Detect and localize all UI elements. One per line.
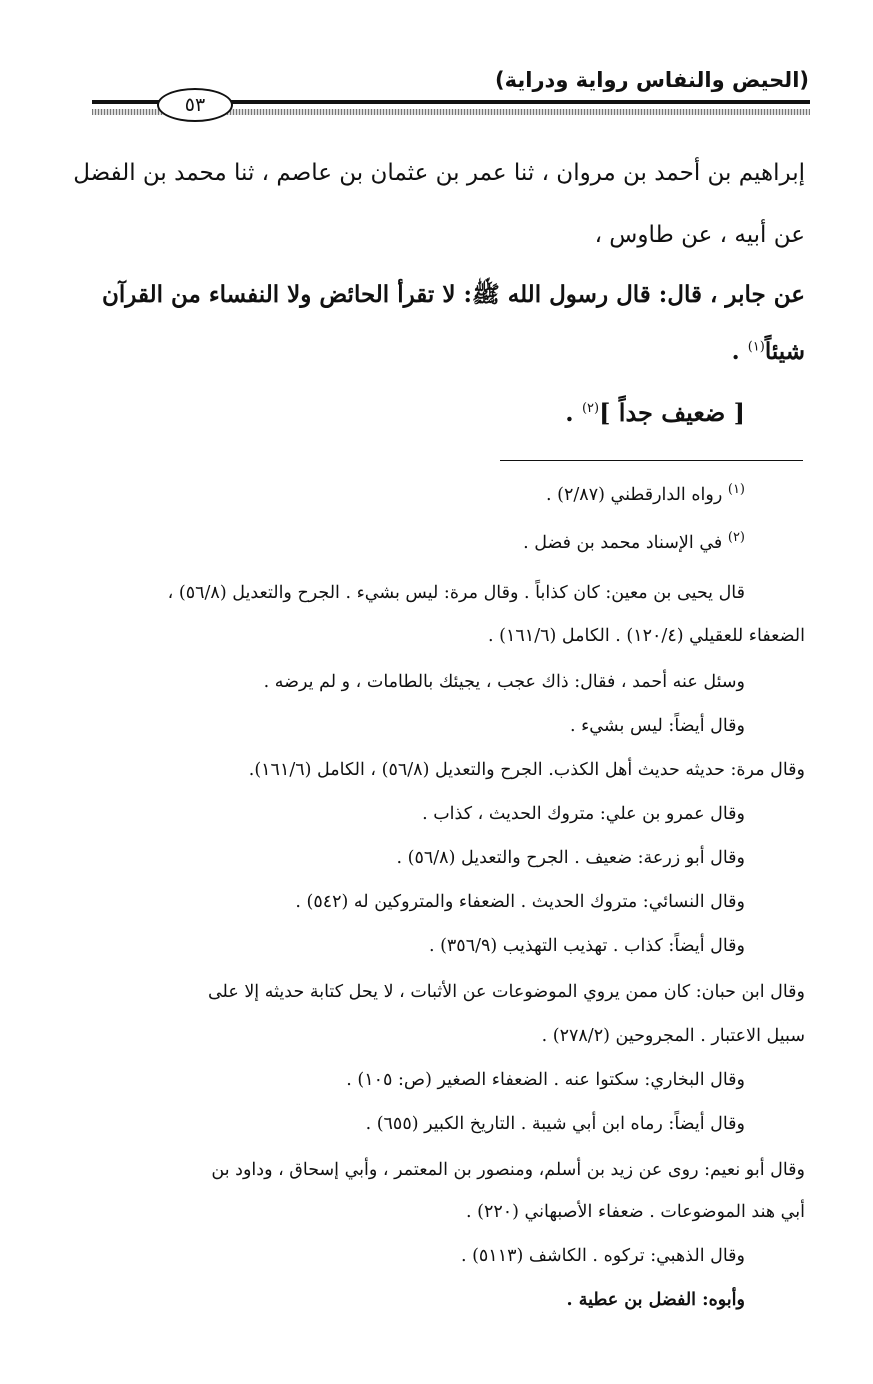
hadith-line-end (732, 338, 805, 365)
footnote-line: وقال ابن حبان: كان ممن يروي الموضوعات عن الأثبات ، لا يحل كتابة حديثه إلا على (207, 982, 805, 1002)
footnote-2-text: في الإسناد محمد بن فضل . (523, 532, 723, 553)
footnote-line-bold: وأبوه: الفضل بن عطية . (566, 1290, 745, 1310)
footnote-1-text: رواه الدارقطني (٢/٨٧) . (546, 484, 723, 505)
footnote-separator (500, 460, 803, 461)
main-line-2: عن أبيه ، عن طاوس ، (594, 222, 805, 248)
footnote-line: وقال النسائي: متروك الحديث . الضعفاء والمتروكين له (٥٤٢) . (295, 892, 745, 912)
footnote-ref-1: (١) (747, 339, 765, 355)
verdict-text: [ ضعيف جداً ] (599, 398, 745, 427)
footnote-line: وقال أيضاً: كذاب . تهذيب التهذيب (٣٥٦/٩) . (428, 936, 745, 956)
footnote-ref-2: (٢) (581, 401, 600, 416)
footnote-line: وقال عمرو بن علي: متروك الحديث ، كذاب . (422, 804, 745, 824)
footnote-line: وقال أيضاً: ليس بشيء . (569, 716, 745, 736)
footnote-line: وقال الذهبي: تركوه . الكاشف (٥١١٣) . (460, 1246, 745, 1266)
footnote-line: سبيل الاعتبار . المجروحين (٢٧٨/٢) . (541, 1026, 805, 1046)
verdict-end-dot: . (565, 398, 574, 427)
running-header-title: (الحيض والنفاس رواية ودراية) (495, 68, 809, 92)
footnote-line: وقال البخاري: سكتوا عنه . الضعفاء الصغير (ص: ١٠٥) . (346, 1070, 745, 1090)
footnote-1 (546, 482, 745, 505)
footnote-line: وسئل عنه أحمد ، فقال: ذاك عجب ، يجيئك بالطامات ، و لم يرضه . (263, 672, 745, 692)
footnote-line: أبي هند الموضوعات . ضعفاء الأصبهاني (٢٢٠) . (466, 1202, 805, 1222)
footnote-2 (523, 530, 745, 553)
hadith-end-dot: . (731, 338, 740, 365)
footnote-line: وقال أبو زرعة: ضعيف . الجرح والتعديل (٥٦/٨) . (396, 848, 745, 868)
page-number: ٥٣ (157, 88, 233, 122)
verdict (565, 398, 745, 427)
footnote-line: الضعفاء للعقيلي (١٢٠/٤) . الكامل (١٦١/٦) . (488, 626, 805, 646)
footnote-line: وقال أبو نعيم: روى عن زيد بن أسلم، ومنصور بن المعتمر ، وأبي إسحاق ، وداود بن (211, 1160, 805, 1180)
footnote-line: قال يحيى بن معين: كان كذاباً . وقال مرة: ليس بشيء . الجرح والتعديل (٥٦/٨) ، (167, 583, 745, 603)
main-line-1: إبراهيم بن أحمد بن مروان ، ثنا عمر بن عثمان بن عاصم ، ثنا محمد بن الفضل (73, 160, 805, 186)
footnote-line: وقال مرة: حديثه حديث أهل الكذب. الجرح والتعديل (٥٦/٨) ، الكامل (١٦١/٦). (248, 760, 805, 780)
hadith-word: شيئاً (764, 338, 805, 365)
hadith-line: عن جابر ، قال: قال رسول الله ﷺ: لا تقرأ الحائض ولا النفساء من القرآن (101, 281, 805, 308)
footnote-2-mark: (٢) (727, 530, 745, 545)
footnote-1-mark: (١) (727, 482, 745, 497)
footnote-line: وقال أيضاً: رماه ابن أبي شيبة . التاريخ الكبير (٦٥٥) . (365, 1114, 745, 1134)
